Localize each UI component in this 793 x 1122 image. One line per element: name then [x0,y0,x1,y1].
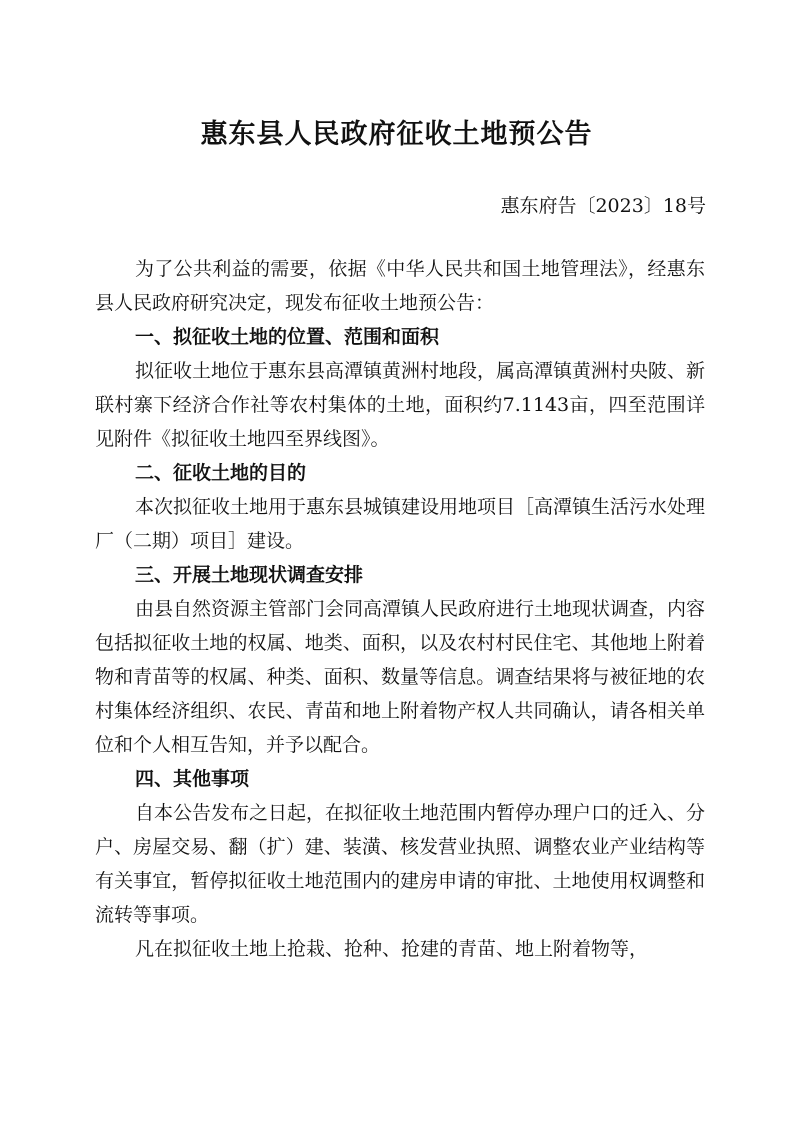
intro-paragraph: 为了公共利益的需要，依据《中华人民共和国土地管理法》，经惠东县人民政府研究决定，现发布征收土地预公告： [95,258,705,314]
section-heading-survey: 三、开展土地现状调查安排 [135,564,364,586]
document-number: 惠东府告〔2023〕18号 [500,195,706,217]
section-paragraph-other-suspension: 自本公告发布之日起，在拟征收土地范围内暂停办理户口的迁入、分户、房屋交易、翻（扩）建、装潢、核发营业执照、调整农业产业结构等有关事宜，暂停拟征收土地范围内的建房申请的审批、土地使用权调整和流转等事项。 [95,802,706,926]
section-heading-other: 四、其他事项 [135,768,250,790]
section-heading-location: 一、拟征收土地的位置、范围和面积 [135,326,440,348]
section-paragraph-location: 拟征收土地位于惠东县高潭镇黄洲村地段，属高潭镇黄洲村央陂、新联村寨下经济合作社等农村集体的土地，面积约7.1143亩，四至范围详见附件《拟征收土地四至界线图》。 [95,360,706,450]
section-paragraph-survey: 由县自然资源主管部门会同高潭镇人民政府进行土地现状调查，内容包括拟征收土地的权属、地类、面积，以及农村村民住宅、其他地上附着物和青苗等的权属、种类、面积、数量等信息。调查结果将与被征地的农村集体经济组织、农民、青苗和地上附着物产权人共同确认，请各相关单位和个人相互告知，并予以配合。 [95,598,706,756]
section-paragraph-other-crops: 凡在拟征收土地上抢栽、抢种、抢建的青苗、地上附着物等， [135,938,649,960]
section-heading-purpose: 二、征收土地的目的 [135,462,307,484]
document-body [95,252,705,966]
document-title: 惠东县人民政府征收土地预公告 [200,119,593,150]
section-paragraph-purpose: 本次拟征收土地用于惠东县城镇建设用地项目［高潭镇生活污水处理厂（二期）项目］建设。 [95,496,706,552]
